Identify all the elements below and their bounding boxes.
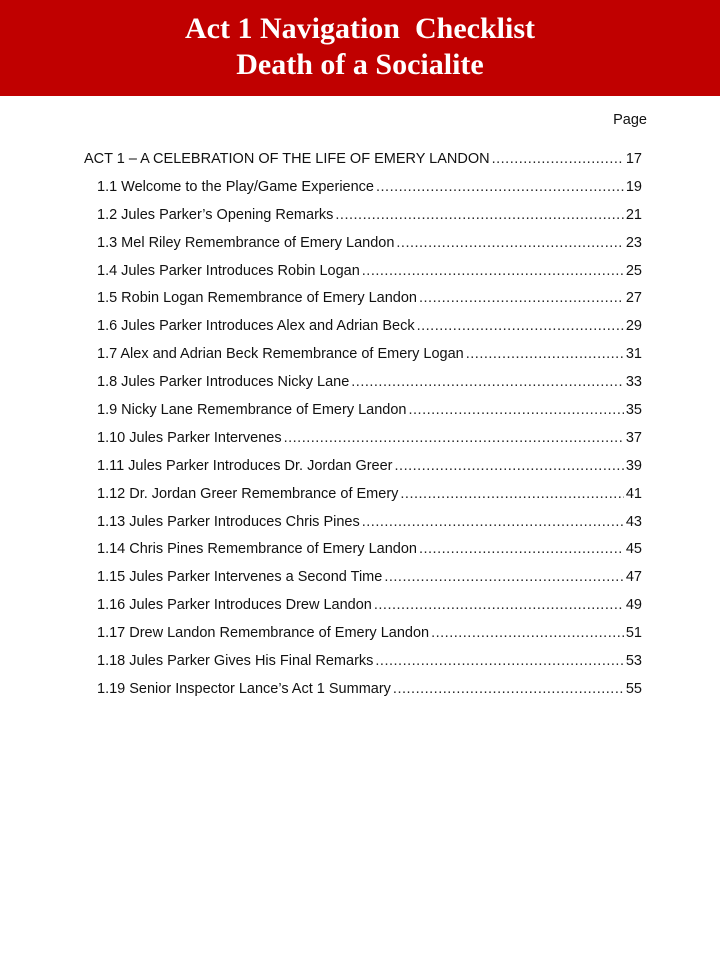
toc-entry-title: 1.8 Jules Parker Introduces Nicky Lane	[97, 374, 350, 391]
toc-entry-page-number: 31	[625, 346, 642, 363]
toc-entry-title: 1.3 Mel Riley Remembrance of Emery Landon	[97, 234, 395, 251]
dot-leader	[396, 233, 623, 253]
toc-entry[interactable]	[84, 428, 642, 456]
dot-leader	[419, 539, 624, 559]
toc-entry-page-number: 35	[625, 402, 642, 419]
toc-entry-title: ACT 1 – A CELEBRATION OF THE LIFE OF EMERY LANDON	[84, 151, 490, 167]
dot-leader	[417, 316, 624, 336]
toc-entry-page-number: 43	[625, 513, 642, 530]
toc-entry-title: 1.10 Jules Parker Intervenes	[97, 429, 282, 446]
toc-entry[interactable]	[84, 512, 642, 540]
toc-entry-page-number: 27	[625, 290, 642, 307]
toc-entry-title: 1.2 Jules Parker’s Opening Remarks	[97, 206, 334, 223]
toc-entry-page-number: 33	[625, 374, 642, 391]
toc-entry[interactable]	[84, 567, 642, 595]
table-of-contents	[84, 149, 642, 707]
toc-entry[interactable]	[84, 679, 642, 707]
toc-entry-title: 1.19 Senior Inspector Lance’s Act 1 Summary	[97, 680, 391, 697]
toc-entry-page-number: 39	[625, 457, 642, 474]
dot-leader	[351, 372, 624, 392]
toc-entry-title: 1.15 Jules Parker Intervenes a Second Time	[97, 569, 383, 586]
dot-leader	[362, 261, 624, 281]
dot-leader	[284, 428, 624, 448]
toc-entry-page-number: 37	[625, 429, 642, 446]
document-subtitle: Death of a Socialite	[236, 48, 484, 81]
dot-leader	[393, 679, 624, 699]
toc-entry-title: 1.13 Jules Parker Introduces Chris Pines	[97, 513, 360, 530]
toc-entry-page-number: 19	[625, 178, 642, 195]
toc-entry-title: 1.9 Nicky Lane Remembrance of Emery Landon	[97, 402, 407, 419]
toc-entry-page-number: 17	[625, 151, 642, 167]
toc-entry[interactable]	[84, 651, 642, 679]
toc-entry[interactable]	[84, 484, 642, 512]
toc-entry-title: 1.5 Robin Logan Remembrance of Emery Landon	[97, 290, 417, 307]
toc-entry[interactable]	[84, 205, 642, 233]
toc-entry[interactable]	[84, 233, 642, 261]
document-title: Act 1 Navigation Checklist	[185, 12, 535, 45]
toc-entry[interactable]	[84, 261, 642, 289]
toc-entry[interactable]	[84, 177, 642, 205]
toc-entry-title: 1.4 Jules Parker Introduces Robin Logan	[97, 262, 360, 279]
toc-entry-title: 1.17 Drew Landon Remembrance of Emery Landon	[97, 625, 430, 642]
toc-entry-page-number: 23	[625, 234, 642, 251]
dot-leader	[395, 456, 624, 476]
toc-entry-title: 1.6 Jules Parker Introduces Alex and Adrian Beck	[97, 318, 415, 335]
toc-entry-title: 1.7 Alex and Adrian Beck Remembrance of Emery Logan	[97, 346, 464, 363]
toc-entry[interactable]	[84, 372, 642, 400]
page-column-label: Page	[613, 112, 647, 128]
dot-leader	[466, 344, 624, 364]
dot-leader	[335, 205, 623, 225]
title-banner	[0, 0, 720, 96]
toc-entry[interactable]	[84, 595, 642, 623]
toc-entry-title: 1.18 Jules Parker Gives His Final Remarks	[97, 653, 374, 670]
toc-entry[interactable]	[84, 456, 642, 484]
toc-entry-title: 1.11 Jules Parker Introduces Dr. Jordan Greer	[97, 457, 393, 474]
dot-leader	[374, 595, 624, 615]
toc-entry-page-number: 49	[625, 597, 642, 614]
dot-leader	[492, 149, 624, 169]
toc-entry[interactable]	[84, 316, 642, 344]
dot-leader	[419, 288, 624, 308]
dot-leader	[431, 623, 624, 643]
toc-entry-page-number: 55	[625, 680, 642, 697]
dot-leader	[384, 567, 624, 587]
dot-leader	[362, 512, 624, 532]
toc-entry-title: 1.16 Jules Parker Introduces Drew Landon	[97, 597, 372, 614]
toc-entry[interactable]	[84, 400, 642, 428]
toc-entry-page-number: 47	[625, 569, 642, 586]
toc-entry-page-number: 45	[625, 541, 642, 558]
toc-entry-page-number: 25	[625, 262, 642, 279]
toc-entry-page-number: 29	[625, 318, 642, 335]
toc-entry-page-number: 51	[625, 625, 642, 642]
dot-leader	[376, 177, 624, 197]
toc-entry-page-number: 41	[625, 485, 642, 502]
toc-entry-title: 1.1 Welcome to the Play/Game Experience	[97, 178, 374, 195]
toc-entry-title: 1.14 Chris Pines Remembrance of Emery Landon	[97, 541, 417, 558]
toc-entry-page-number: 21	[625, 206, 642, 223]
toc-entry-title: 1.12 Dr. Jordan Greer Remembrance of Emery	[97, 485, 399, 502]
dot-leader	[409, 400, 624, 420]
toc-entry[interactable]	[84, 344, 642, 372]
toc-entry[interactable]	[84, 288, 642, 316]
toc-entry-page-number: 53	[625, 653, 642, 670]
toc-entry[interactable]	[84, 623, 642, 651]
toc-entry-act[interactable]	[84, 149, 642, 177]
toc-entry[interactable]	[84, 539, 642, 567]
dot-leader	[400, 484, 623, 504]
dot-leader	[375, 651, 623, 671]
